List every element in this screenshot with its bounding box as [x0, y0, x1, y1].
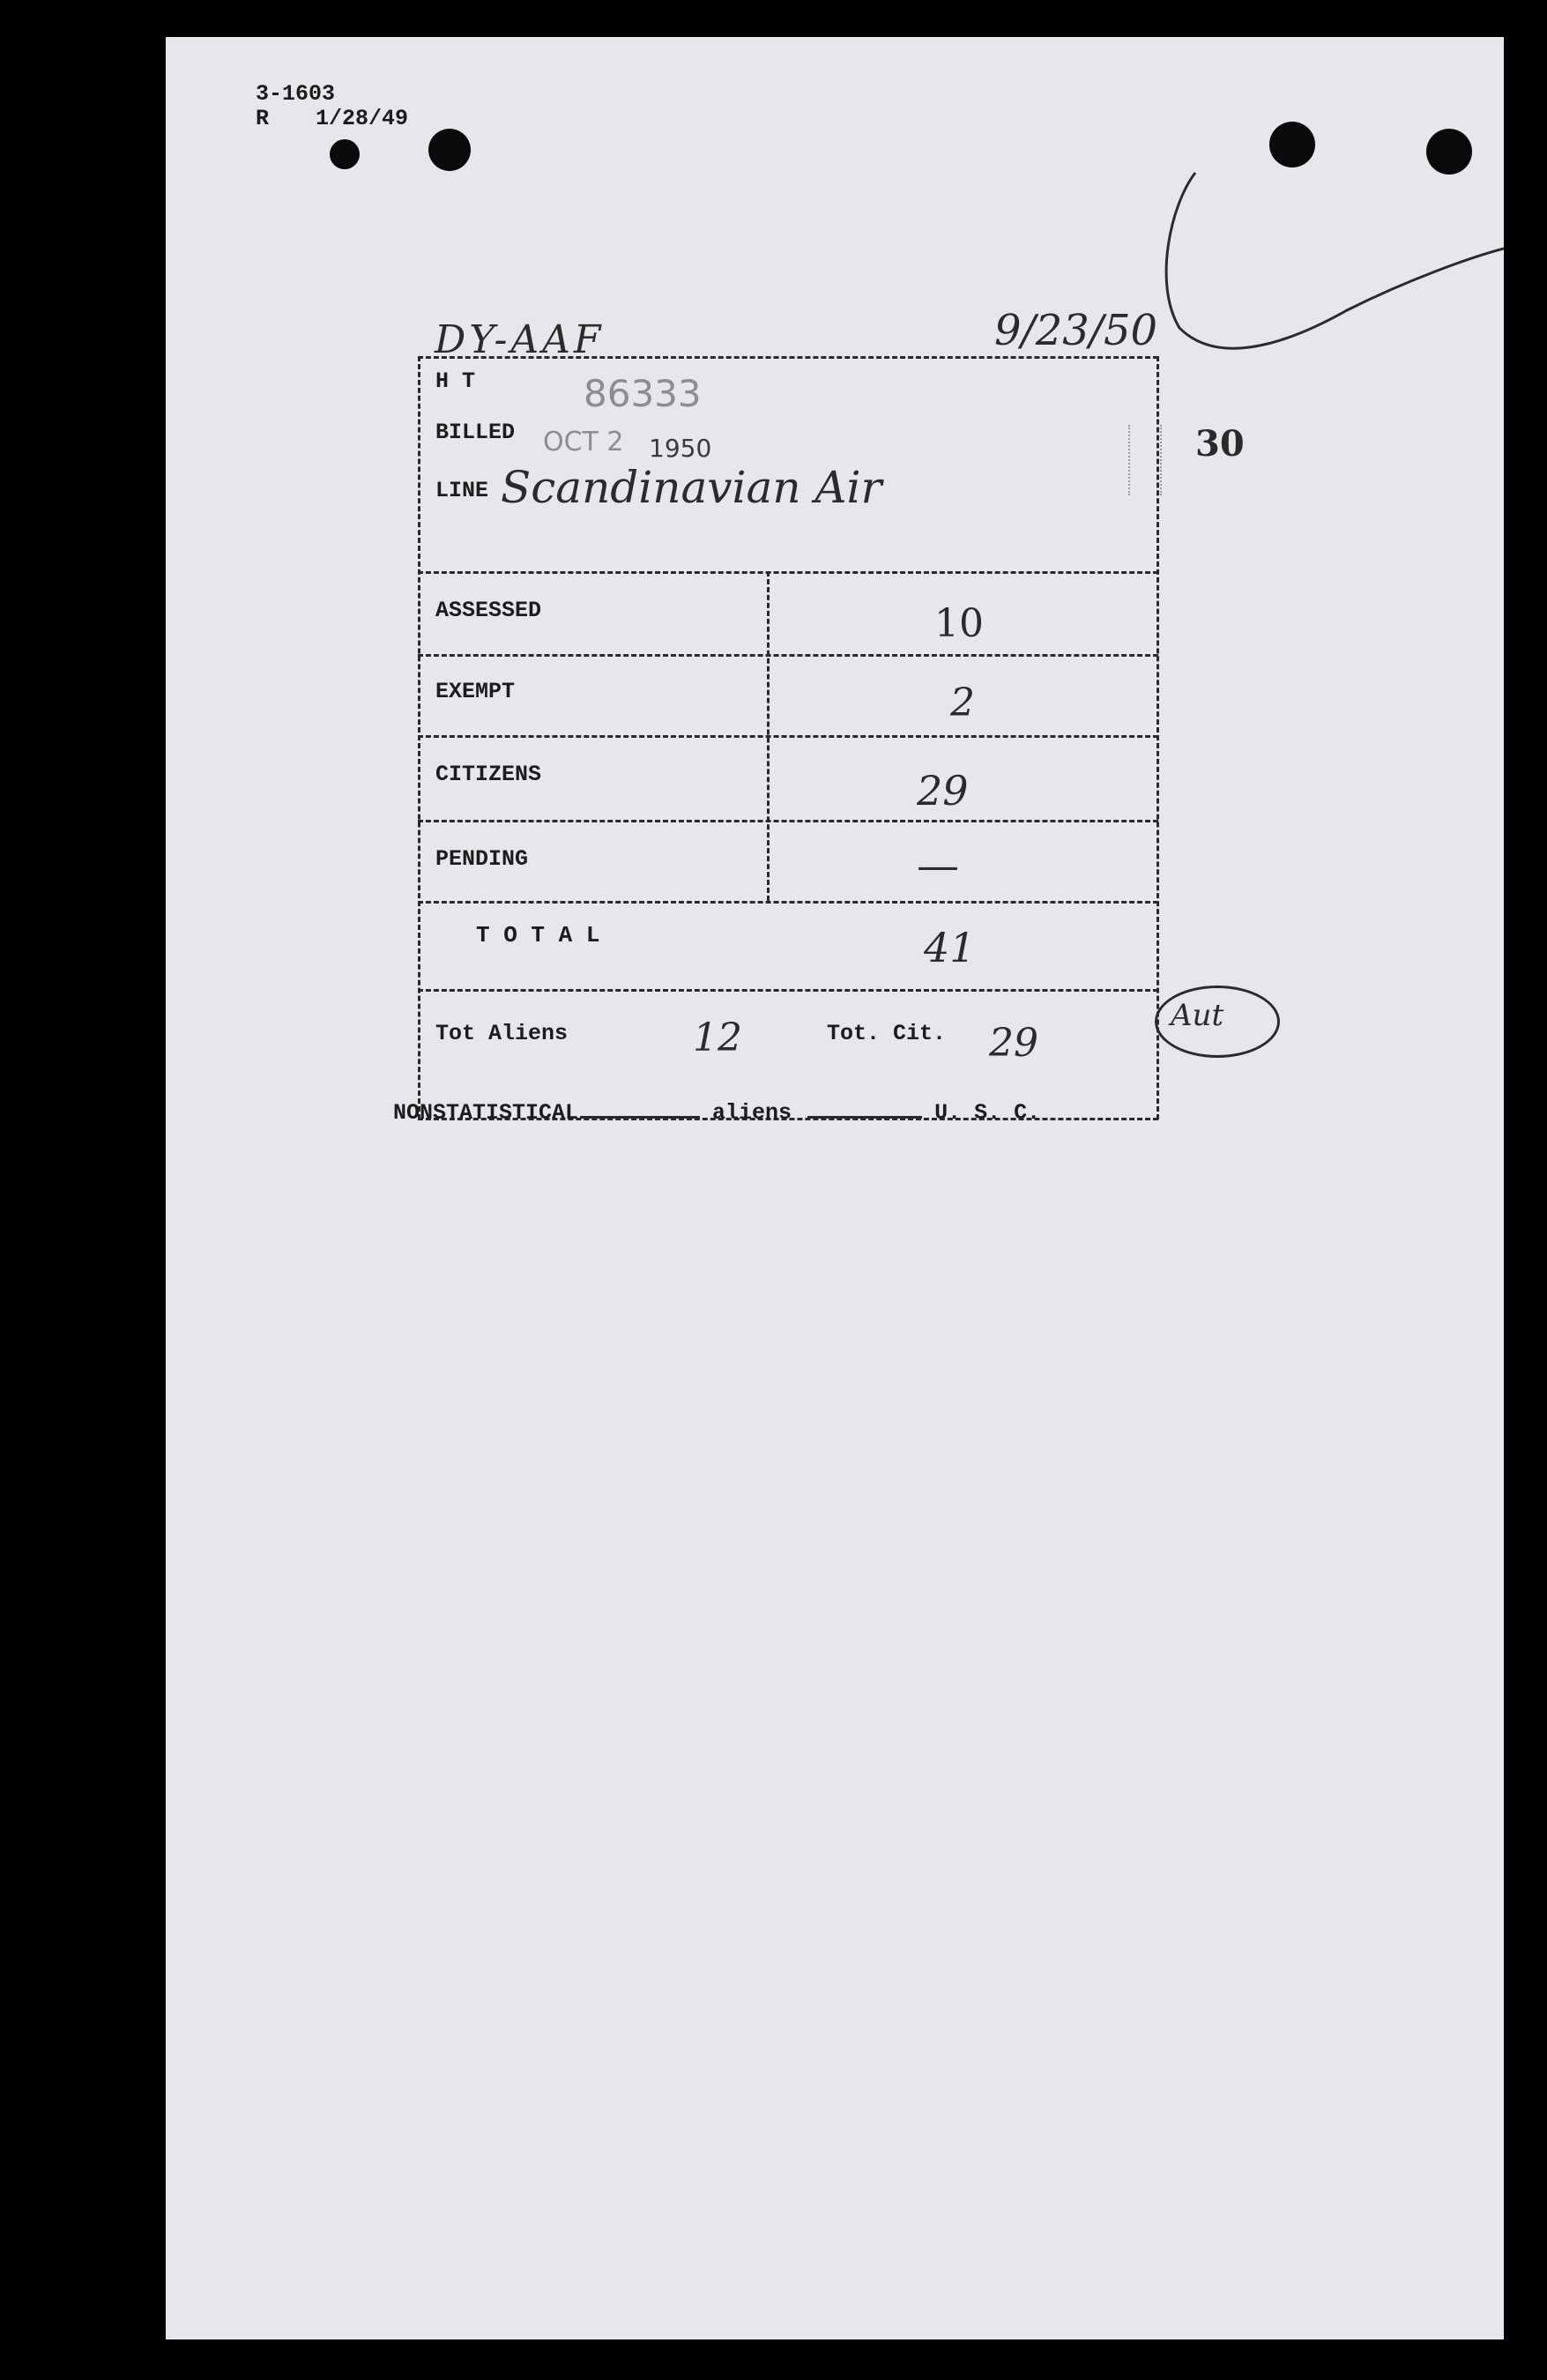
assessed-label: ASSESSED [435, 598, 542, 623]
punch-hole [330, 139, 360, 169]
aliens-blank [807, 1116, 922, 1119]
row-rule [418, 901, 1158, 904]
row-rule [418, 571, 1158, 574]
nonstatistical-blank [580, 1116, 700, 1119]
handwritten-code: DY-AAF [435, 317, 605, 362]
handwritten-date: 9/23/50 [994, 306, 1158, 355]
row-rule [418, 820, 1158, 822]
box-top-rule [418, 356, 1158, 359]
row-rule [418, 654, 1158, 657]
pending-label: PENDING [435, 846, 529, 872]
form-number: 3-1603 [256, 81, 336, 107]
box-right-rule [1157, 356, 1159, 1119]
assessed-value: 10 [934, 601, 984, 646]
line-label: LINE [435, 478, 489, 503]
column-rule [767, 571, 770, 901]
citizens-value: 29 [917, 767, 969, 814]
revision-label: R [256, 106, 270, 131]
billed-date-stamp: OCT 2 [543, 427, 624, 457]
billed-year-stamp: 1950 [649, 434, 712, 463]
tot-aliens-value: 12 [693, 1015, 742, 1060]
usc-label: U. S. C. [934, 1100, 1041, 1126]
row-rule [418, 735, 1158, 738]
aliens-label: aliens [712, 1100, 792, 1126]
ht-label: H T [435, 368, 476, 394]
tot-aliens-label: Tot Aliens [435, 1021, 569, 1046]
citizens-label: CITIZENS [435, 762, 542, 787]
exempt-label: EXEMPT [435, 679, 516, 704]
exempt-value: 2 [950, 681, 975, 725]
total-label: T O T A L [476, 922, 600, 948]
initials-handwritten: Aut [1171, 998, 1224, 1033]
pending-value: — [917, 841, 959, 890]
nonstatistical-line [393, 1100, 1040, 1126]
punch-hole [428, 129, 471, 171]
pen-mark [1153, 160, 1504, 390]
box-left-rule [418, 356, 420, 1119]
tot-cit-value: 29 [989, 1021, 1038, 1066]
line-name-handwritten: Scandinavian Air [501, 462, 882, 513]
page-number: 30 [1195, 423, 1245, 465]
total-value: 41 [924, 924, 976, 971]
document-sheet [166, 37, 1504, 2339]
tot-cit-label: Tot. Cit. [827, 1021, 947, 1046]
ht-number-stamp: 86333 [584, 372, 702, 415]
row-rule [418, 989, 1158, 992]
revision-date: 1/28/49 [316, 106, 409, 131]
nonstatistical-label: NONSTATISTICAL [393, 1100, 579, 1126]
billed-label: BILLED [435, 420, 516, 445]
